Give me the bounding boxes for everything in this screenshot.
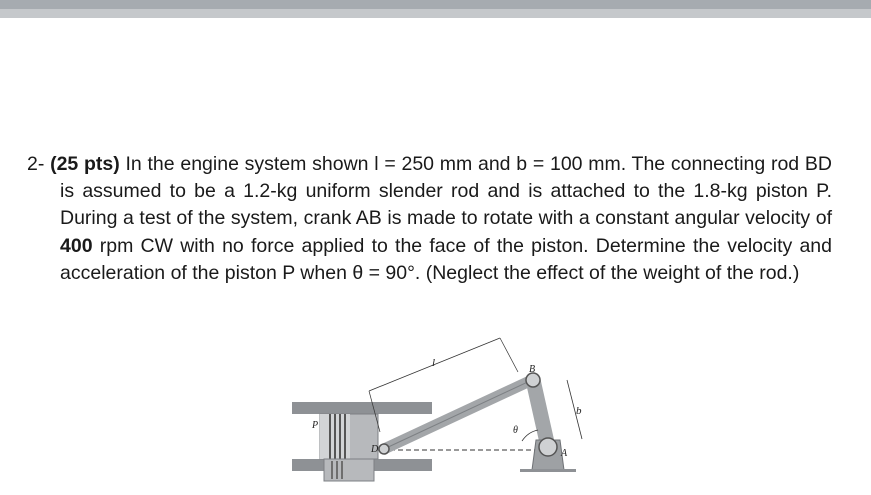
problem-statement: [27, 151, 832, 287]
label-D: D: [371, 444, 379, 455]
label-P: P: [312, 420, 319, 431]
connecting-rod-edge: [384, 380, 532, 449]
problem-paragraph: [27, 151, 832, 287]
label-b: b: [576, 405, 582, 417]
label-B: B: [529, 364, 536, 375]
theta-arc: [522, 430, 538, 441]
cylinder-top-wall: [292, 402, 432, 414]
engine-diagram: [280, 320, 600, 490]
problem-points: (25 pts): [50, 153, 120, 175]
top-border-bar-light: [0, 9, 871, 18]
crank: [533, 380, 548, 447]
pin-D: [379, 444, 389, 454]
label-A: A: [561, 448, 568, 459]
label-l: l: [432, 357, 436, 369]
problem-text-part2: rpm CW with no force applied to the face of the piston. Determine the velocity and acceleration of the piston P when θ = 90°. (Neglect the effect of the weight of the rod.): [60, 234, 832, 284]
angular-velocity-value: 400: [60, 234, 93, 257]
ground: [520, 469, 576, 472]
engine-diagram-svg: [280, 320, 600, 490]
problem-text-part1: In the engine system shown l = 250 mm and b = 100 mm. The connecting rod BD is assumed to be a 1.2-kg uniform slender rod and is attached to the 1.8-kg piston P. During a test of the system, crank AB is made to rotate with a constant angular velocity of: [60, 153, 832, 230]
pin-B: [526, 373, 540, 387]
top-border-bar: [0, 0, 871, 9]
problem-number: 2-: [27, 153, 45, 175]
label-theta: θ: [513, 425, 518, 436]
pin-A: [539, 438, 557, 456]
